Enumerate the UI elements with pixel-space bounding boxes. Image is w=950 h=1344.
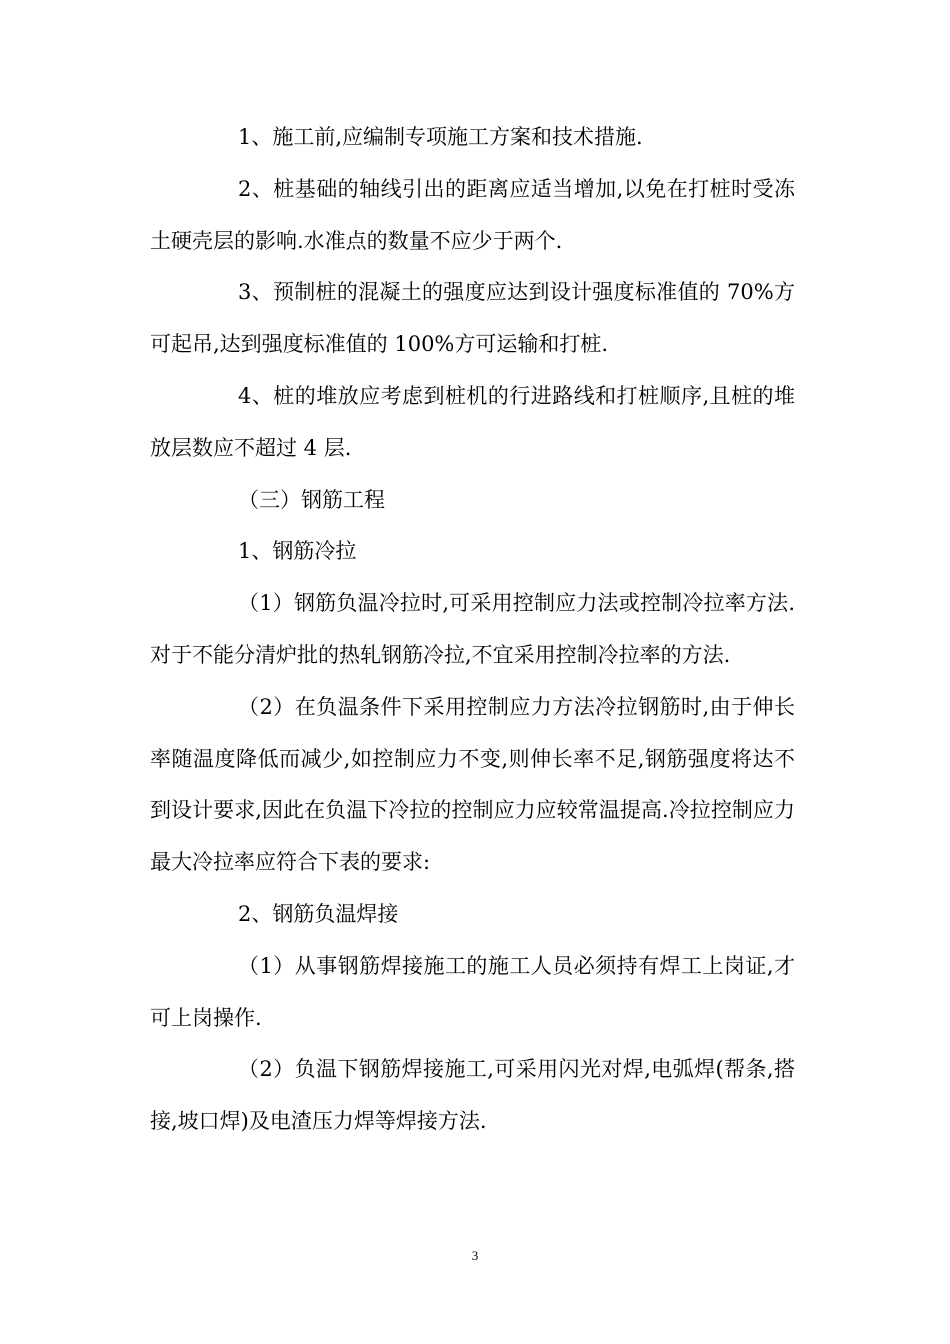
paragraph-pile-stacking: 4、桩的堆放应考虑到桩机的行进路线和打桩顺序,且桩的堆放层数应不超过 4 层. [150,383,795,460]
page-number: 3 [471,1248,479,1263]
paragraph-cold-drawing-stress: （2）在负温条件下采用控制应力方法冷拉钢筋时,由于伸长率随温度降低而减少,如控制应力不变,则伸长率不足,钢筋强度将达不到设计要求,因此在负温下冷拉的控制应力应较常温提高.冷拉控制应力最大冷拉率应符合下表的要求: [150,694,795,875]
document-body [150,112,795,1148]
paragraph-welding-methods: （2）负温下钢筋焊接施工,可采用闪光对焊,电弧焊(帮条,搭接,坡口焊)及电渣压力焊等焊接方法. [150,1057,795,1134]
subheading-rebar-cold-drawing: 1、钢筋冷拉 [238,539,357,564]
paragraph-cold-drawing-method: （1）钢筋负温冷拉时,可采用控制应力法或控制冷拉率方法.对于不能分清炉批的热轧钢筋冷拉,不宜采用控制冷拉率的方法. [150,591,795,667]
paragraph-welder-certificate: （1）从事钢筋焊接施工的施工人员必须持有焊工上岗证,才可上岗操作. [150,953,795,1030]
paragraph-precast-pile-strength: 3、预制桩的混凝土的强度应达到设计强度标准值的 70%方可起吊,达到强度标准值的 100%方可运输和打桩. [150,280,795,357]
subheading-rebar-welding: 2、钢筋负温焊接 [238,901,399,926]
section-heading-rebar-works: （三）钢筋工程 [238,487,385,512]
paragraph-pile-construction-plan: 1、施工前,应编制专项施工方案和技术措施. [238,125,643,149]
paragraph-pile-axis-offset: 2、桩基础的轴线引出的距离应适当增加,以免在打桩时受冻土硬壳层的影响.水准点的数量不应少于两个. [150,176,795,253]
